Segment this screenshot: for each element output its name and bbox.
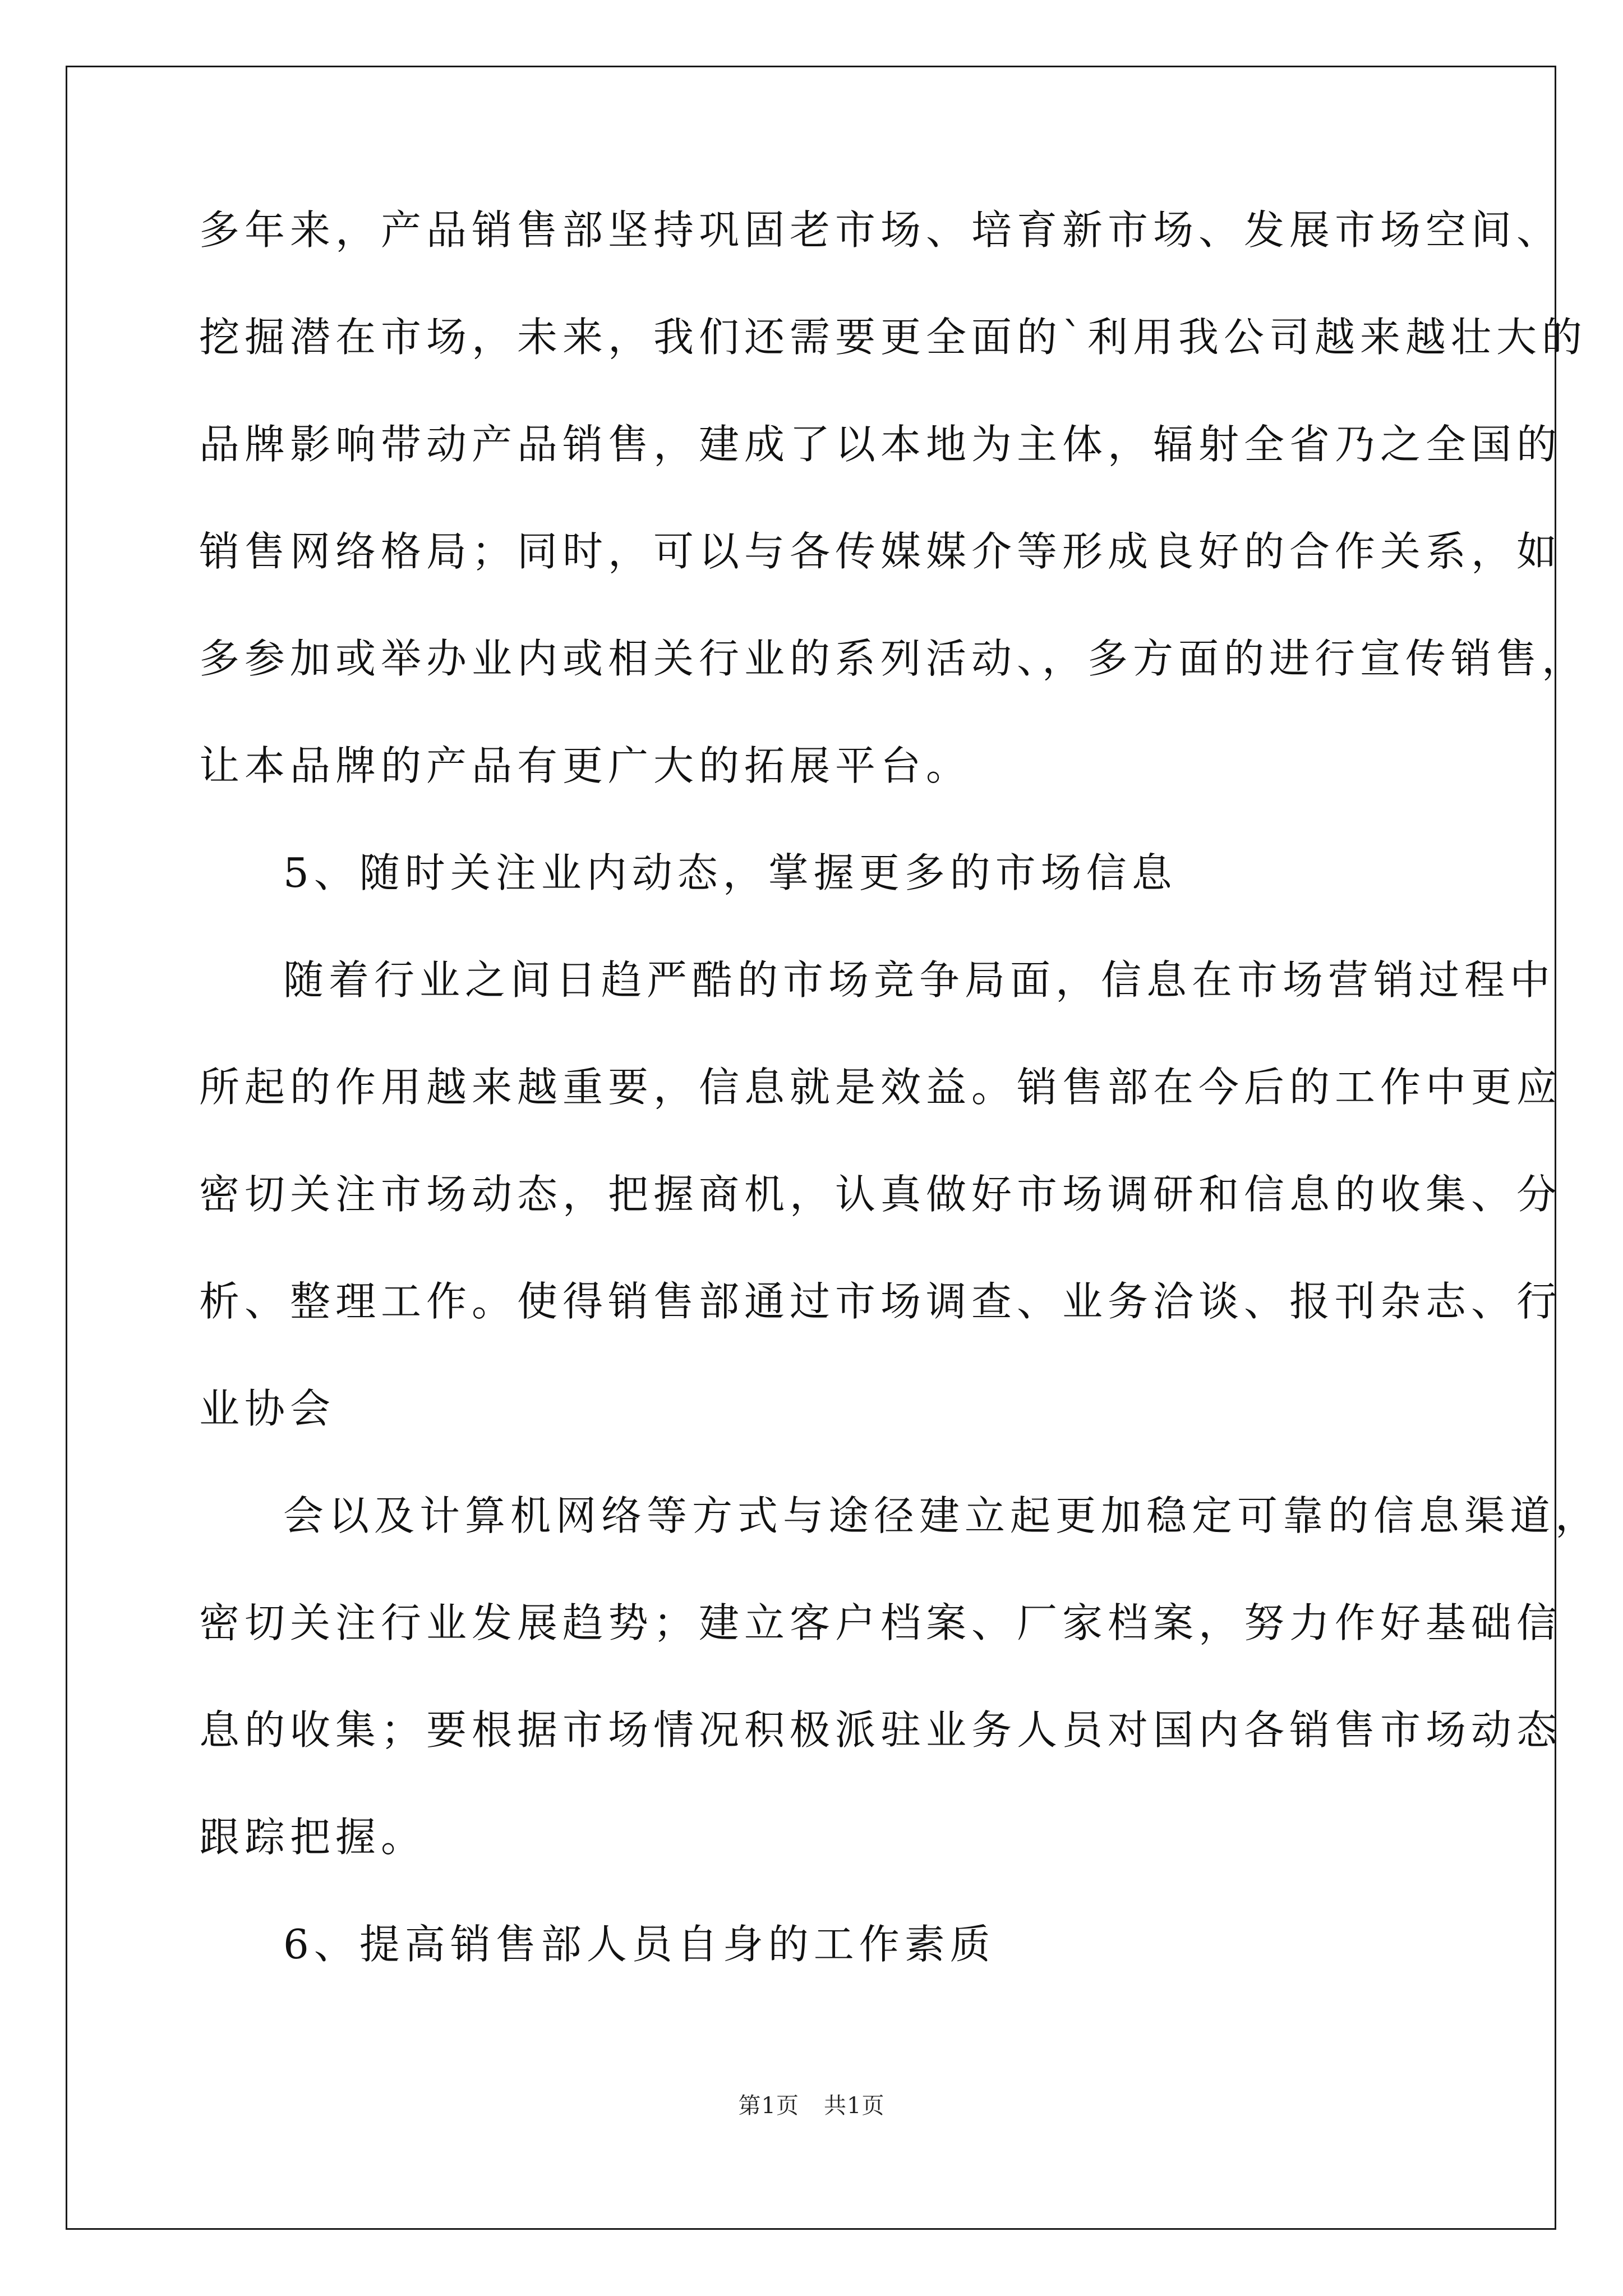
paragraph-line: 会以及计算机网络等方式与途径建立起更加稳定可靠的信息渠道， [283, 1492, 1601, 1539]
section-heading: 5、随时关注业内动态，掌握更多的市场信息 [283, 849, 1177, 896]
page-number: 第1页 [738, 2093, 799, 2119]
page-footer [0, 2092, 1623, 2120]
page-count: 共1页 [824, 2093, 885, 2119]
paragraph-line: 销售网络格局；同时，可以与各传媒媒介等形成良好的合作关系，如 [199, 528, 1562, 575]
paragraph-line: 跟踪把握。 [199, 1814, 427, 1861]
paragraph-line: 多参加或举办业内或相关行业的系列活动、，多方面的进行宣传销售， [199, 635, 1588, 682]
document-body [199, 205, 1601, 2026]
section-heading: 6、提高销售部人员自身的工作素质 [283, 1921, 995, 1968]
paragraph-line: 品牌影响带动产品销售，建成了以本地为主体，辐射全省乃之全国的 [199, 421, 1562, 468]
paragraph-line: 息的收集；要根据市场情况积极派驻业务人员对国内各销售市场动态 [199, 1706, 1562, 1754]
paragraph-line: 所起的作用越来越重要，信息就是效益。销售部在今后的工作中更应 [199, 1064, 1562, 1111]
paragraph-line: 密切关注行业发展趋势；建立客户档案、厂家档案，努力作好基础信 [199, 1599, 1562, 1646]
paragraph-line: 多年来，产品销售部坚持巩固老市场、培育新市场、发展市场空间、 [199, 206, 1562, 254]
paragraph-line: 挖掘潜在市场，未来，我们还需要更全面的`利用我公司越来越壮大的 [199, 314, 1588, 361]
paragraph-line: 随着行业之间日趋严酷的市场竞争局面，信息在市场营销过程中 [283, 956, 1556, 1004]
paragraph-line: 析、整理工作。使得销售部通过市场调查、业务洽谈、报刊杂志、行 [199, 1278, 1562, 1325]
paragraph-line: 业协会 [199, 1385, 336, 1432]
paragraph-line: 密切关注市场动态，把握商机，认真做好市场调研和信息的收集、分 [199, 1171, 1562, 1218]
paragraph-line: 让本品牌的产品有更广大的拓展平台。 [199, 742, 972, 789]
